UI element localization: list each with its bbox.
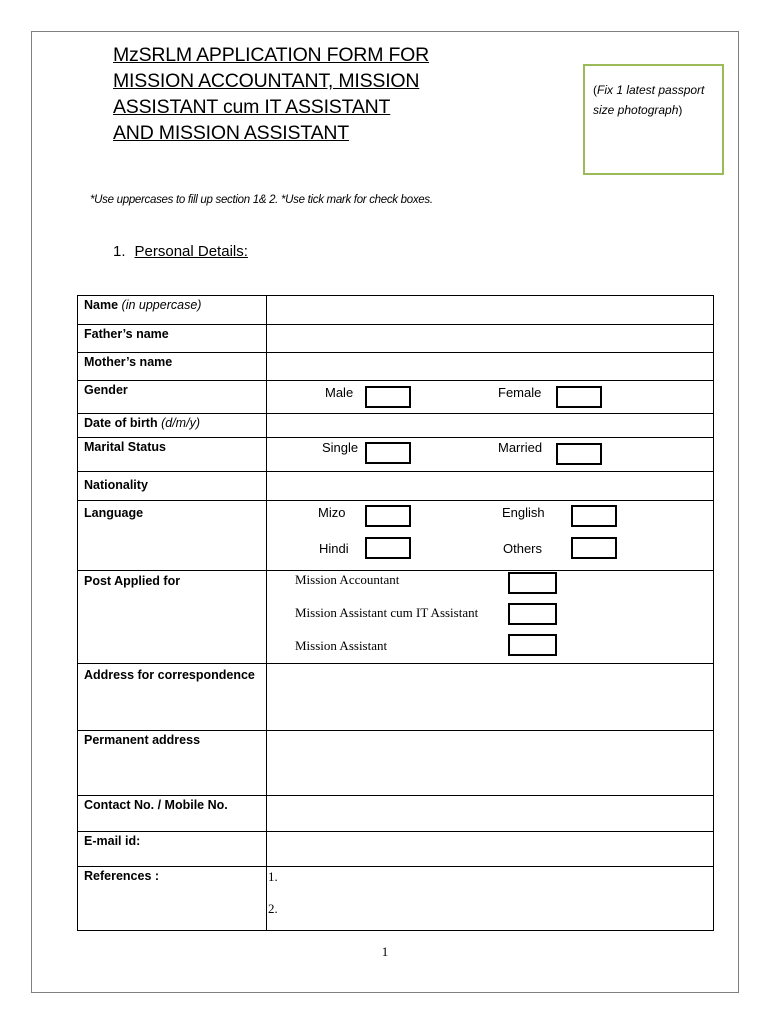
photo-instruction: Fix 1 latest passport size photograph bbox=[593, 83, 705, 117]
title-line-3: ASSISTANT cum IT ASSISTANT bbox=[113, 96, 391, 118]
row-name bbox=[78, 296, 714, 325]
gender-male-checkbox[interactable] bbox=[365, 386, 411, 408]
dob-label bbox=[78, 414, 267, 438]
language-mizo-checkbox[interactable] bbox=[365, 505, 411, 527]
name-hint: (in uppercase) bbox=[121, 298, 202, 312]
mother-name-label: Mother’s name bbox=[78, 353, 267, 381]
language-english-checkbox[interactable] bbox=[571, 505, 617, 527]
marital-options bbox=[267, 438, 714, 472]
email-field[interactable] bbox=[267, 832, 714, 867]
section-heading bbox=[113, 243, 248, 260]
language-hindi-checkbox[interactable] bbox=[365, 537, 411, 559]
gender-label: Gender bbox=[78, 381, 267, 414]
row-language bbox=[78, 501, 714, 571]
references-field[interactable] bbox=[267, 867, 714, 931]
nationality-label: Nationality bbox=[78, 472, 267, 501]
title-line-4: AND MISSION ASSISTANT bbox=[113, 122, 349, 144]
personal-details-table bbox=[77, 295, 714, 931]
gender-male-label: Male bbox=[325, 385, 354, 400]
marital-single-label: Single bbox=[322, 440, 359, 455]
row-permanent-address bbox=[78, 731, 714, 796]
marital-single-checkbox[interactable] bbox=[365, 442, 411, 464]
section-number: 1. bbox=[113, 243, 126, 260]
page-number: 1 bbox=[381, 944, 389, 959]
dob-field[interactable] bbox=[267, 414, 714, 438]
gender-options bbox=[267, 381, 714, 414]
permanent-address-field[interactable] bbox=[267, 731, 714, 796]
title-line-1: MzSRLM APPLICATION FORM FOR bbox=[113, 44, 430, 66]
language-english-label: English bbox=[502, 505, 545, 520]
language-mizo-label: Mizo bbox=[318, 505, 346, 520]
name-field[interactable] bbox=[267, 296, 714, 325]
nationality-field[interactable] bbox=[267, 472, 714, 501]
row-gender bbox=[78, 381, 714, 414]
post-accountant-label: Mission Accountant bbox=[295, 572, 400, 587]
post-assistant-it-label: Mission Assistant cum IT Assistant bbox=[295, 605, 479, 620]
dob-hint: (d/m/y) bbox=[161, 416, 200, 430]
row-marital bbox=[78, 438, 714, 472]
language-others-checkbox[interactable] bbox=[571, 537, 617, 559]
name-label bbox=[78, 296, 267, 325]
language-label: Language bbox=[78, 501, 267, 571]
form-title bbox=[113, 42, 429, 146]
row-references bbox=[78, 867, 714, 931]
title-line-2: MISSION ACCOUNTANT, MISSION bbox=[113, 70, 420, 92]
row-address-correspondence bbox=[78, 664, 714, 731]
marital-married-label: Married bbox=[498, 440, 543, 455]
address-correspondence-field[interactable] bbox=[267, 664, 714, 731]
post-assistant-it-checkbox[interactable] bbox=[508, 603, 557, 625]
post-assistant-label: Mission Assistant bbox=[295, 638, 388, 653]
row-dob bbox=[78, 414, 714, 438]
permanent-address-label: Permanent address bbox=[78, 731, 267, 796]
references-label: References : bbox=[78, 867, 267, 931]
section-title: Personal Details: bbox=[134, 243, 248, 260]
row-mother bbox=[78, 353, 714, 381]
row-contact bbox=[78, 796, 714, 832]
father-name-label: Father’s name bbox=[78, 325, 267, 353]
email-label: E-mail id: bbox=[78, 832, 267, 867]
post-accountant-checkbox[interactable] bbox=[508, 572, 557, 594]
row-father bbox=[78, 325, 714, 353]
photo-open-paren: ( bbox=[593, 83, 597, 97]
marital-status-label: Marital Status bbox=[78, 438, 267, 472]
language-hindi-label: Hindi bbox=[319, 541, 349, 556]
gender-female-label: Female bbox=[498, 385, 542, 400]
reference-2-marker: 2. bbox=[268, 901, 278, 916]
name-label-text: Name bbox=[84, 298, 119, 312]
post-assistant-checkbox[interactable] bbox=[508, 634, 557, 656]
language-others-label: Others bbox=[503, 541, 543, 556]
dob-label-text: Date of birth bbox=[84, 416, 158, 430]
row-nationality bbox=[78, 472, 714, 501]
photo-placeholder[interactable] bbox=[583, 64, 724, 175]
gender-female-checkbox[interactable] bbox=[556, 386, 602, 408]
mother-name-field[interactable] bbox=[267, 353, 714, 381]
post-applied-label: Post Applied for bbox=[78, 571, 267, 664]
post-options bbox=[267, 571, 714, 664]
address-correspondence-label: Address for correspondence bbox=[78, 664, 267, 731]
photo-close-paren: ) bbox=[678, 103, 683, 117]
contact-label: Contact No. / Mobile No. bbox=[78, 796, 267, 832]
row-email bbox=[78, 832, 714, 867]
father-name-field[interactable] bbox=[267, 325, 714, 353]
contact-field[interactable] bbox=[267, 796, 714, 832]
instruction-note: *Use uppercases to fill up section 1& 2. *Use tick mark for check boxes. bbox=[90, 194, 433, 206]
reference-1-marker: 1. bbox=[268, 869, 278, 884]
marital-married-checkbox[interactable] bbox=[556, 443, 602, 465]
row-post bbox=[78, 571, 714, 664]
language-options bbox=[267, 501, 714, 571]
